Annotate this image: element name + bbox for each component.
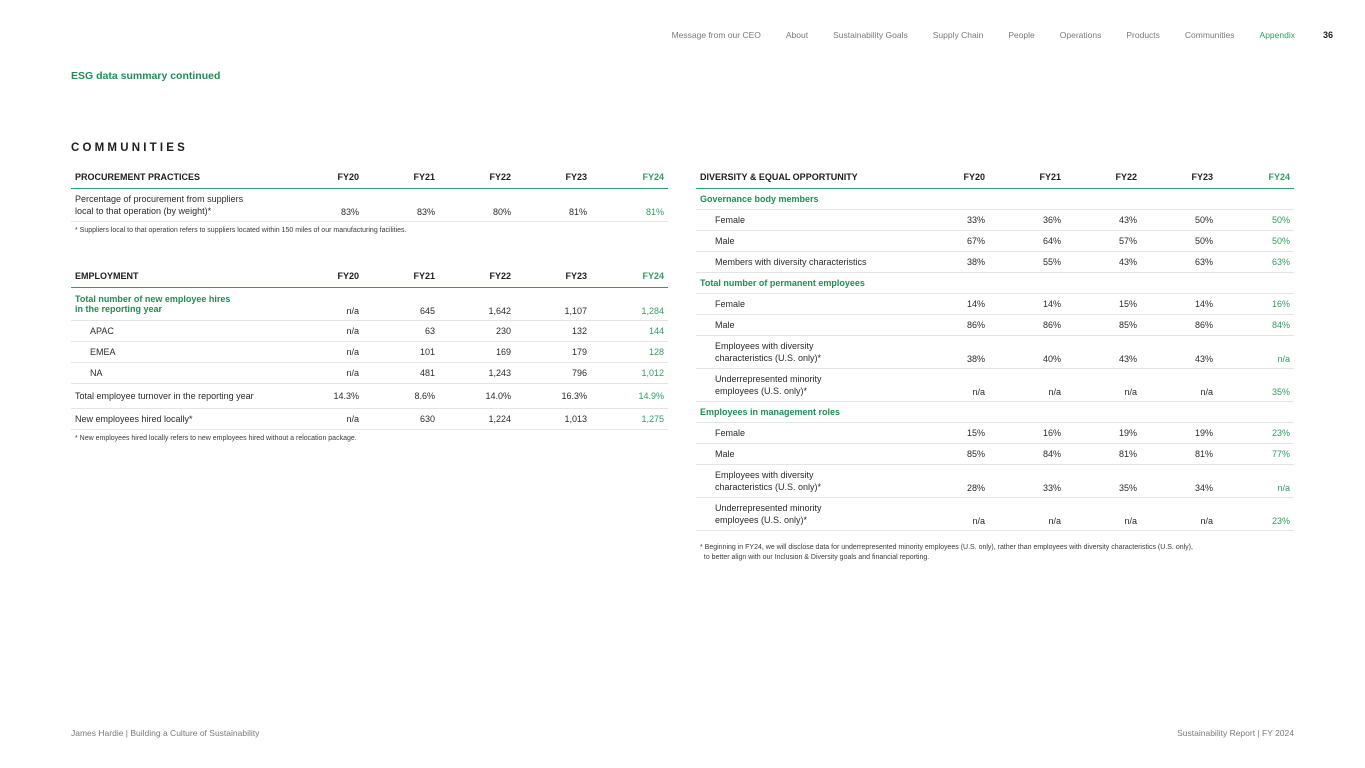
cell-value: 43%: [1141, 335, 1217, 368]
year-header: FY20: [918, 167, 989, 188]
year-header: FY21: [989, 167, 1065, 188]
cell-value: 33%: [989, 464, 1065, 497]
cell-value: 40%: [989, 335, 1065, 368]
cell-value: 77%: [1217, 443, 1294, 464]
row-label: Female: [696, 422, 918, 443]
table-row: [696, 464, 1294, 497]
cell-value: n/a: [1141, 497, 1217, 530]
cell-value: 80%: [439, 188, 515, 221]
cell-value: 55%: [989, 251, 1065, 272]
row-label: Underrepresented minority employees (U.S. only)*: [696, 368, 918, 401]
cell-value: 796: [515, 362, 591, 383]
year-header: FY22: [439, 167, 515, 188]
row-label: Employees with diversity characteristics (U.S. only)*: [696, 464, 918, 497]
cell-value: 15%: [1065, 293, 1141, 314]
nav-about[interactable]: About: [785, 30, 809, 40]
row-label: Total employee turnover in the reporting year: [71, 383, 292, 408]
diversity-footnote: * Beginning in FY24, we will disclose data for underrepresented minority employees (U.S. only), rather than employees with diversity characteristics (U.S. only), to better align with our Inclusion & Diversity goals and financial reporting.: [700, 544, 1193, 561]
table-row: [696, 230, 1294, 251]
employment-footnote: * New employees hired locally refers to new employees hired without a relocation package.: [75, 435, 357, 442]
row-label: Percentage of procurement from suppliers local to that operation (by weight)*: [71, 188, 292, 221]
cell-value: 15%: [918, 422, 989, 443]
cell-value: 14.0%: [439, 383, 515, 408]
group-label: Employees in management roles: [696, 401, 1294, 422]
footer-left: James Hardie | Building a Culture of Sustainability: [71, 728, 260, 738]
cell-value: n/a: [292, 408, 363, 429]
table-row: [696, 443, 1294, 464]
cell-value: 38%: [918, 251, 989, 272]
cell-value: 85%: [918, 443, 989, 464]
cell-value: 14.9%: [591, 383, 668, 408]
section-heading: ESG data summary continued: [71, 70, 221, 82]
cell-value: 34%: [1141, 464, 1217, 497]
cell-value: 19%: [1141, 422, 1217, 443]
year-header: FY24: [1217, 167, 1294, 188]
cell-value: n/a: [292, 341, 363, 362]
cell-value: 81%: [515, 188, 591, 221]
category-title: COMMUNITIES: [71, 142, 188, 154]
cell-value: 33%: [918, 209, 989, 230]
cell-value: n/a: [1065, 368, 1141, 401]
cell-value: n/a: [1141, 368, 1217, 401]
year-header: FY22: [439, 266, 515, 287]
cell-value: 132: [515, 320, 591, 341]
table-row: [696, 422, 1294, 443]
row-label: APAC: [71, 320, 292, 341]
table-row: [696, 209, 1294, 230]
cell-value: n/a: [918, 368, 989, 401]
cell-value: 19%: [1065, 422, 1141, 443]
cell-value: n/a: [918, 497, 989, 530]
cell-value: 16%: [989, 422, 1065, 443]
year-header: FY24: [591, 266, 668, 287]
cell-value: 1,013: [515, 408, 591, 429]
cell-value: n/a: [1217, 335, 1294, 368]
table-row: [696, 314, 1294, 335]
cell-value: 1,107: [515, 287, 591, 320]
cell-value: 14%: [989, 293, 1065, 314]
year-header: FY22: [1065, 167, 1141, 188]
group-row: [696, 401, 1294, 422]
nav-message-from-ceo[interactable]: Message from our CEO: [671, 30, 761, 40]
nav-communities[interactable]: Communities: [1184, 30, 1235, 40]
cell-value: 35%: [1217, 368, 1294, 401]
cell-value: 81%: [1065, 443, 1141, 464]
table-row: [696, 335, 1294, 368]
table-row: [71, 408, 668, 429]
cell-value: 144: [591, 320, 668, 341]
row-label: EMEA: [71, 341, 292, 362]
cell-value: 1,243: [439, 362, 515, 383]
cell-value: 50%: [1217, 209, 1294, 230]
table-row: [71, 383, 668, 408]
cell-value: 57%: [1065, 230, 1141, 251]
cell-value: 86%: [918, 314, 989, 335]
cell-value: 63%: [1141, 251, 1217, 272]
group-row: [696, 272, 1294, 293]
table-row: [71, 287, 668, 320]
procurement-footnote: * Suppliers local to that operation refers to suppliers located within 150 miles of our manufacturing facilities.: [75, 227, 407, 234]
cell-value: 36%: [989, 209, 1065, 230]
cell-value: 43%: [1065, 209, 1141, 230]
cell-value: 630: [363, 408, 439, 429]
cell-value: 169: [439, 341, 515, 362]
cell-value: 645: [363, 287, 439, 320]
nav-products[interactable]: Products: [1126, 30, 1160, 40]
cell-value: 86%: [1141, 314, 1217, 335]
diversity-title: DIVERSITY & EQUAL OPPORTUNITY: [696, 167, 918, 188]
table-row: [71, 188, 668, 221]
cell-value: 16%: [1217, 293, 1294, 314]
cell-value: 14.3%: [292, 383, 363, 408]
cell-value: 63%: [1217, 251, 1294, 272]
year-header: FY21: [363, 266, 439, 287]
nav-supply-chain[interactable]: Supply Chain: [932, 30, 984, 40]
cell-value: 28%: [918, 464, 989, 497]
cell-value: 1,284: [591, 287, 668, 320]
cell-value: 50%: [1217, 230, 1294, 251]
diversity-table: [696, 167, 1294, 531]
year-header: FY20: [292, 266, 363, 287]
cell-value: 14%: [918, 293, 989, 314]
cell-value: 23%: [1217, 422, 1294, 443]
group-label: Total number of new employee hires in the reporting year: [71, 287, 292, 320]
cell-value: n/a: [292, 362, 363, 383]
procurement-title: PROCUREMENT PRACTICES: [71, 167, 292, 188]
row-label: Female: [696, 293, 918, 314]
cell-value: 81%: [1141, 443, 1217, 464]
row-label: NA: [71, 362, 292, 383]
cell-value: n/a: [292, 320, 363, 341]
cell-value: n/a: [989, 497, 1065, 530]
cell-value: 1,012: [591, 362, 668, 383]
row-label: Members with diversity characteristics: [696, 251, 918, 272]
top-navigation: [647, 30, 1333, 40]
cell-value: 81%: [591, 188, 668, 221]
nav-people[interactable]: People: [1008, 30, 1035, 40]
cell-value: 179: [515, 341, 591, 362]
cell-value: 83%: [363, 188, 439, 221]
cell-value: 128: [591, 341, 668, 362]
group-label: Governance body members: [696, 188, 1294, 209]
table-row: [696, 368, 1294, 401]
cell-value: 38%: [918, 335, 989, 368]
cell-value: n/a: [1217, 464, 1294, 497]
table-row: [696, 497, 1294, 530]
footer-right: Sustainability Report | FY 2024: [1177, 728, 1294, 738]
year-header: FY23: [1141, 167, 1217, 188]
table-row: [71, 320, 668, 341]
group-row: [696, 188, 1294, 209]
cell-value: n/a: [989, 368, 1065, 401]
cell-value: 14%: [1141, 293, 1217, 314]
cell-value: 85%: [1065, 314, 1141, 335]
year-header: FY23: [515, 167, 591, 188]
cell-value: n/a: [1065, 497, 1141, 530]
cell-value: 35%: [1065, 464, 1141, 497]
cell-value: 1,224: [439, 408, 515, 429]
table-row: [696, 293, 1294, 314]
group-label: Total number of permanent employees: [696, 272, 1294, 293]
cell-value: 43%: [1065, 335, 1141, 368]
employment-title: EMPLOYMENT: [71, 266, 292, 287]
row-label: Male: [696, 230, 918, 251]
cell-value: 64%: [989, 230, 1065, 251]
row-label: Employees with diversity characteristics (U.S. only)*: [696, 335, 918, 368]
cell-value: 101: [363, 341, 439, 362]
cell-value: 23%: [1217, 497, 1294, 530]
year-header: FY24: [591, 167, 668, 188]
table-row: [71, 362, 668, 383]
cell-value: 83%: [292, 188, 363, 221]
row-label: New employees hired locally*: [71, 408, 292, 429]
year-header: FY21: [363, 167, 439, 188]
nav-appendix[interactable]: Appendix: [1259, 30, 1295, 40]
cell-value: 1,642: [439, 287, 515, 320]
row-label: Male: [696, 314, 918, 335]
cell-value: 63: [363, 320, 439, 341]
cell-value: 16.3%: [515, 383, 591, 408]
nav-sustainability-goals[interactable]: Sustainability Goals: [833, 30, 908, 40]
cell-value: 8.6%: [363, 383, 439, 408]
year-header: FY23: [515, 266, 591, 287]
employment-table: [71, 266, 668, 430]
cell-value: 50%: [1141, 209, 1217, 230]
cell-value: n/a: [292, 287, 363, 320]
year-header: FY20: [292, 167, 363, 188]
cell-value: 84%: [989, 443, 1065, 464]
cell-value: 1,275: [591, 408, 668, 429]
cell-value: 84%: [1217, 314, 1294, 335]
cell-value: 50%: [1141, 230, 1217, 251]
cell-value: 67%: [918, 230, 989, 251]
row-label: Underrepresented minority employees (U.S. only)*: [696, 497, 918, 530]
page-number: 36: [1322, 30, 1333, 40]
row-label: Male: [696, 443, 918, 464]
cell-value: 481: [363, 362, 439, 383]
table-row: [696, 251, 1294, 272]
table-row: [71, 341, 668, 362]
cell-value: 43%: [1065, 251, 1141, 272]
procurement-table: [71, 167, 668, 222]
nav-operations[interactable]: Operations: [1059, 30, 1102, 40]
row-label: Female: [696, 209, 918, 230]
cell-value: 86%: [989, 314, 1065, 335]
cell-value: 230: [439, 320, 515, 341]
